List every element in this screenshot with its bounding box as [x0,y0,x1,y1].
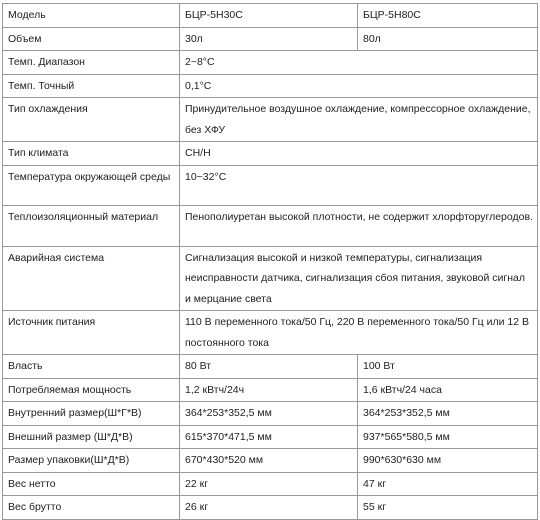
spec-row [3,142,538,166]
spec-value: 110 В переменного тока/50 Гц, 220 В переменного тока/50 Гц или 12 В постоянного тока [180,311,538,355]
spec-label: Тип охлаждения [3,98,180,142]
spec-row [3,98,538,142]
spec-row [3,246,538,311]
spec-label: Температура окружающей среды [3,165,180,205]
spec-value-model-2: 937*565*580,5 мм [358,425,538,449]
spec-label: Темп. Точный [3,74,180,98]
spec-value-model-2: 1,6 кВтч/24 часа [358,378,538,402]
spec-value: Сигнализация высокой и низкой температуры, сигнализация неисправности датчика, сигнализация сбоя питания, звуковой сигнал и мерцание света [180,246,538,311]
spec-value-model-2: 100 Вт [358,355,538,379]
spec-row [3,27,538,51]
spec-label: Вес нетто [3,472,180,496]
spec-value-model-1: 615*370*471,5 мм [180,425,358,449]
spec-value: 0,1°C [180,74,538,98]
spec-value-model-1: 26 кг [180,496,358,520]
spec-row [3,496,538,520]
spec-value: 10~32°C [180,165,538,205]
spec-label: Внешний размер (Ш*Д*В) [3,425,180,449]
spec-value-model-2: 364*253*352,5 мм [358,402,538,426]
spec-value-model-2: 55 кг [358,496,538,520]
spec-row [3,472,538,496]
spec-value-model-1: 80 Вт [180,355,358,379]
spec-label: Размер упаковки(Ш*Д*В) [3,449,180,473]
spec-row [3,355,538,379]
spec-value-model-2: 80л [358,27,538,51]
spec-table-body [3,4,538,520]
spec-value: CH/H [180,142,538,166]
spec-value-model-1: 1,2 кВтч/24ч [180,378,358,402]
spec-value-model-2: 990*630*630 мм [358,449,538,473]
spec-label: Аварийная система [3,246,180,311]
spec-row [3,311,538,355]
spec-row [3,449,538,473]
spec-row [3,402,538,426]
spec-value: 2~8°C [180,51,538,75]
spec-label: Модель [3,4,180,28]
spec-value-model-2: 47 кг [358,472,538,496]
spec-label: Внутренний размер(Ш*Г*В) [3,402,180,426]
spec-row [3,425,538,449]
spec-row [3,165,538,205]
spec-value: Принудительное воздушное охлаждение, компрессорное охлаждение, без ХФУ [180,98,538,142]
spec-value-model-1: 364*253*352,5 мм [180,402,358,426]
spec-value-model-1: 30л [180,27,358,51]
spec-value-model-1: 22 кг [180,472,358,496]
spec-value-model-1: БЦР-5Н30С [180,4,358,28]
spec-label: Потребляемая мощность [3,378,180,402]
spec-label: Теплоизоляционный материал [3,205,180,246]
spec-value: Пенополиуретан высокой плотности, не содержит хлорфторуглеродов. [180,205,538,246]
spec-value-model-1: 670*430*520 мм [180,449,358,473]
spec-label: Темп. Диапазон [3,51,180,75]
spec-label: Вес брутто [3,496,180,520]
spec-label: Источник питания [3,311,180,355]
spec-table [2,3,538,520]
spec-label: Тип климата [3,142,180,166]
spec-value-model-2: БЦР-5Н80С [358,4,538,28]
spec-row [3,205,538,246]
spec-table-container [2,3,538,520]
spec-row [3,51,538,75]
spec-label: Объем [3,27,180,51]
spec-label: Власть [3,355,180,379]
spec-row [3,378,538,402]
spec-row [3,74,538,98]
spec-row [3,4,538,28]
